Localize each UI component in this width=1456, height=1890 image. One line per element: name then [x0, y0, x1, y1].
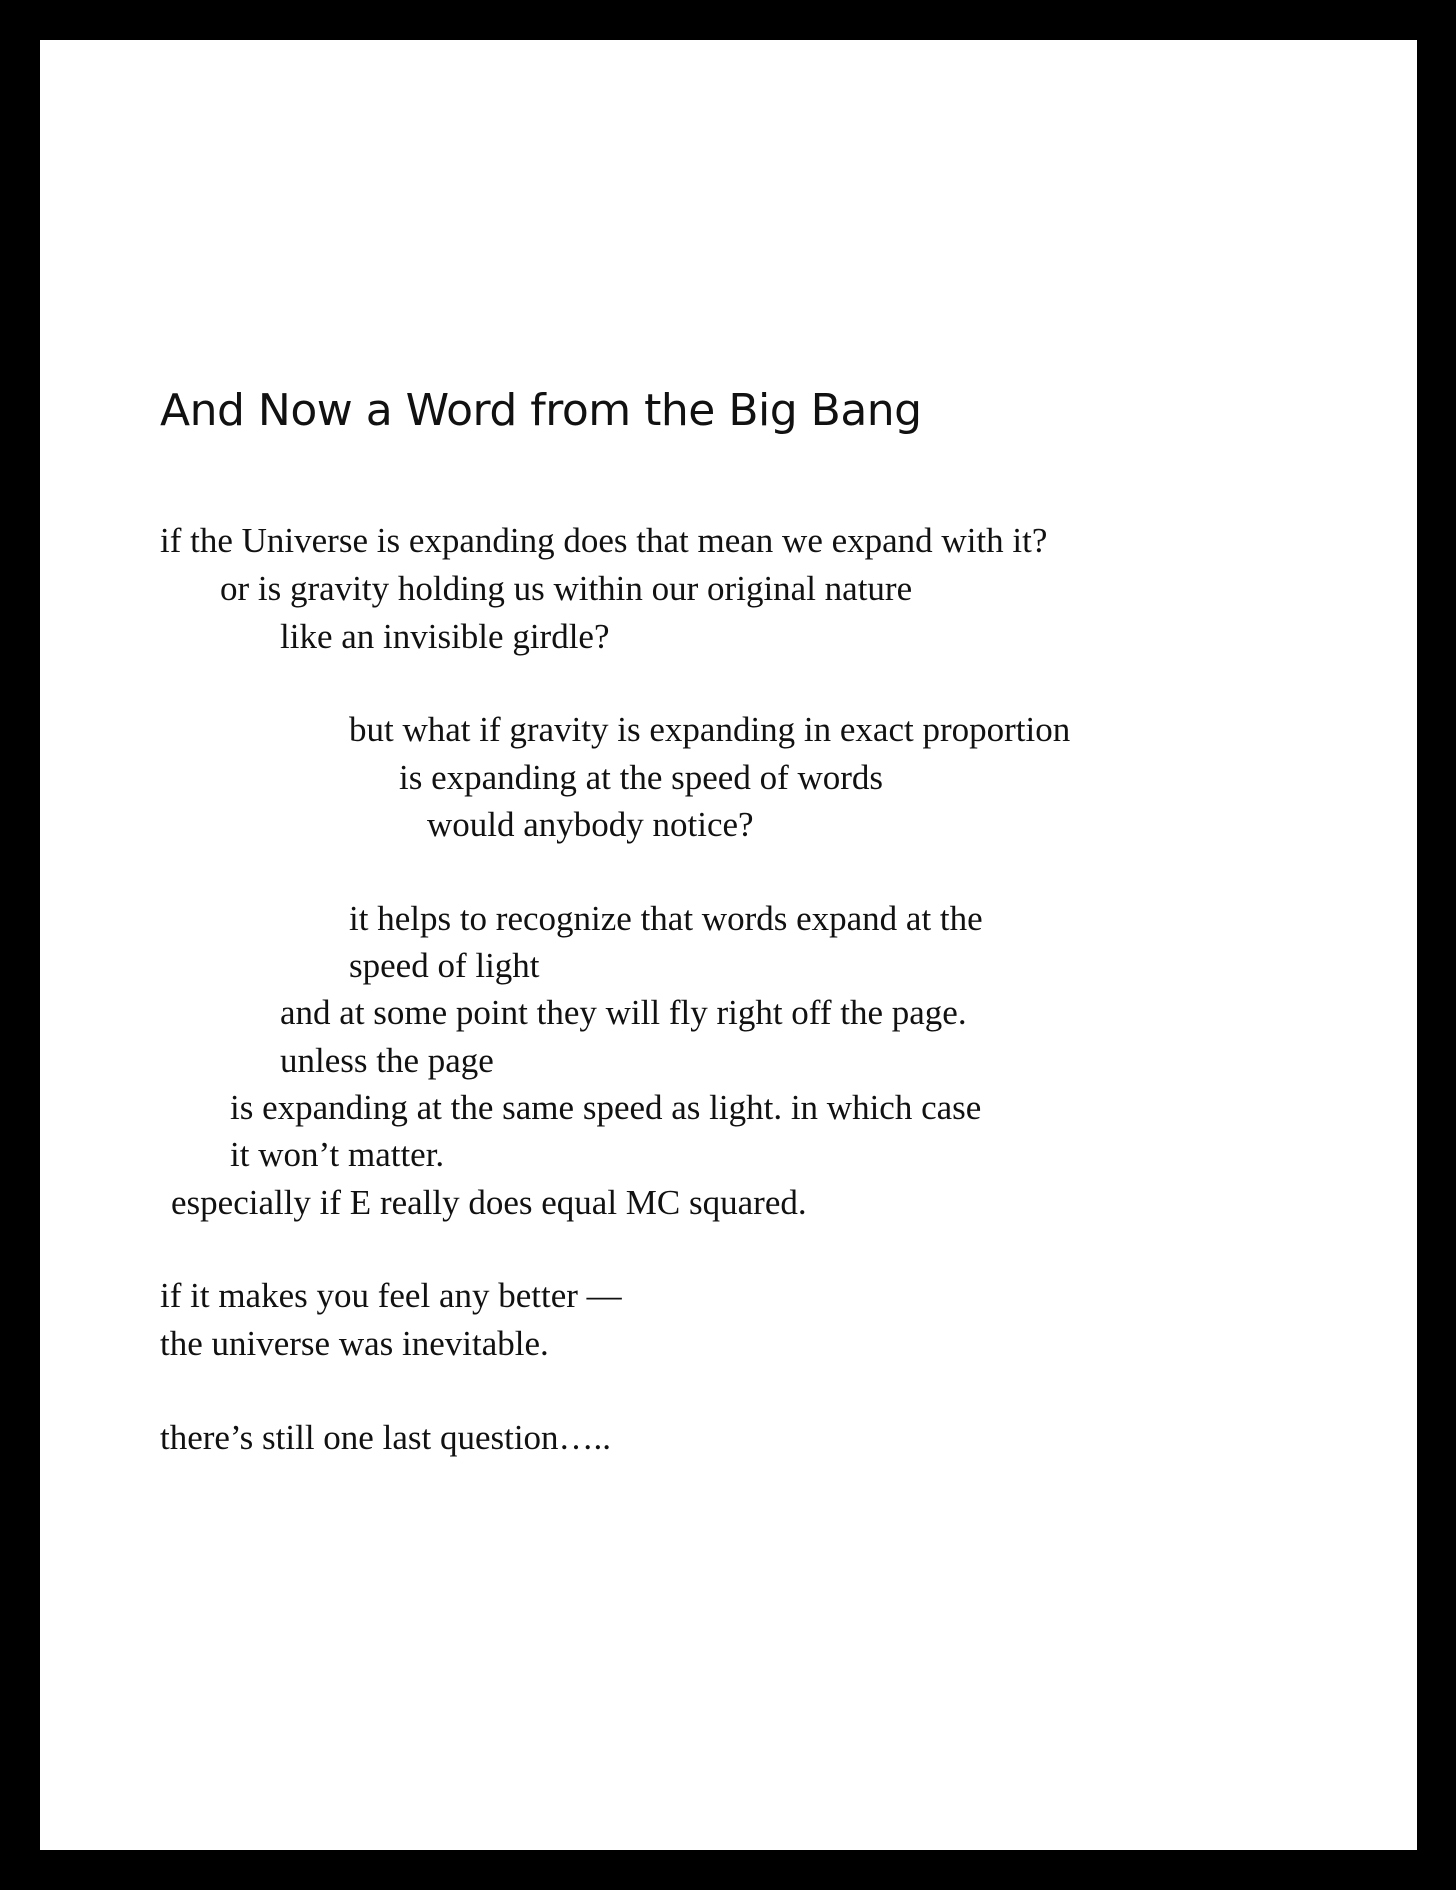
poem-line: or is gravity holding us within our original nature [220, 569, 913, 608]
poem-line: like an invisible girdle? [280, 617, 610, 656]
poem-line: it won’t matter. [230, 1135, 445, 1174]
poem-line: especially if E really does equal MC squared. [171, 1183, 807, 1222]
poem-line: there’s still one last question….. [160, 1418, 612, 1457]
poem-line: is expanding at the same speed as light. in which case [230, 1088, 982, 1127]
poem-line: if the Universe is expanding does that mean we expand with it? [160, 521, 1048, 560]
poem-line: but what if gravity is expanding in exact proportion [349, 710, 1071, 749]
poem-line: and at some point they will fly right off the page. [280, 993, 967, 1032]
poem-line: is expanding at the speed of words [399, 758, 884, 797]
poem-line: unless the page [280, 1041, 494, 1080]
poem-line: if it makes you feel any better — [160, 1276, 622, 1315]
poem-line: would anybody notice? [427, 805, 754, 844]
poem-line: the universe was inevitable. [160, 1324, 549, 1363]
poem-line: it helps to recognize that words expand at the [349, 899, 983, 938]
poem-line: speed of light [349, 946, 540, 985]
poem-title: And Now a Word from the Big Bang [160, 385, 922, 436]
